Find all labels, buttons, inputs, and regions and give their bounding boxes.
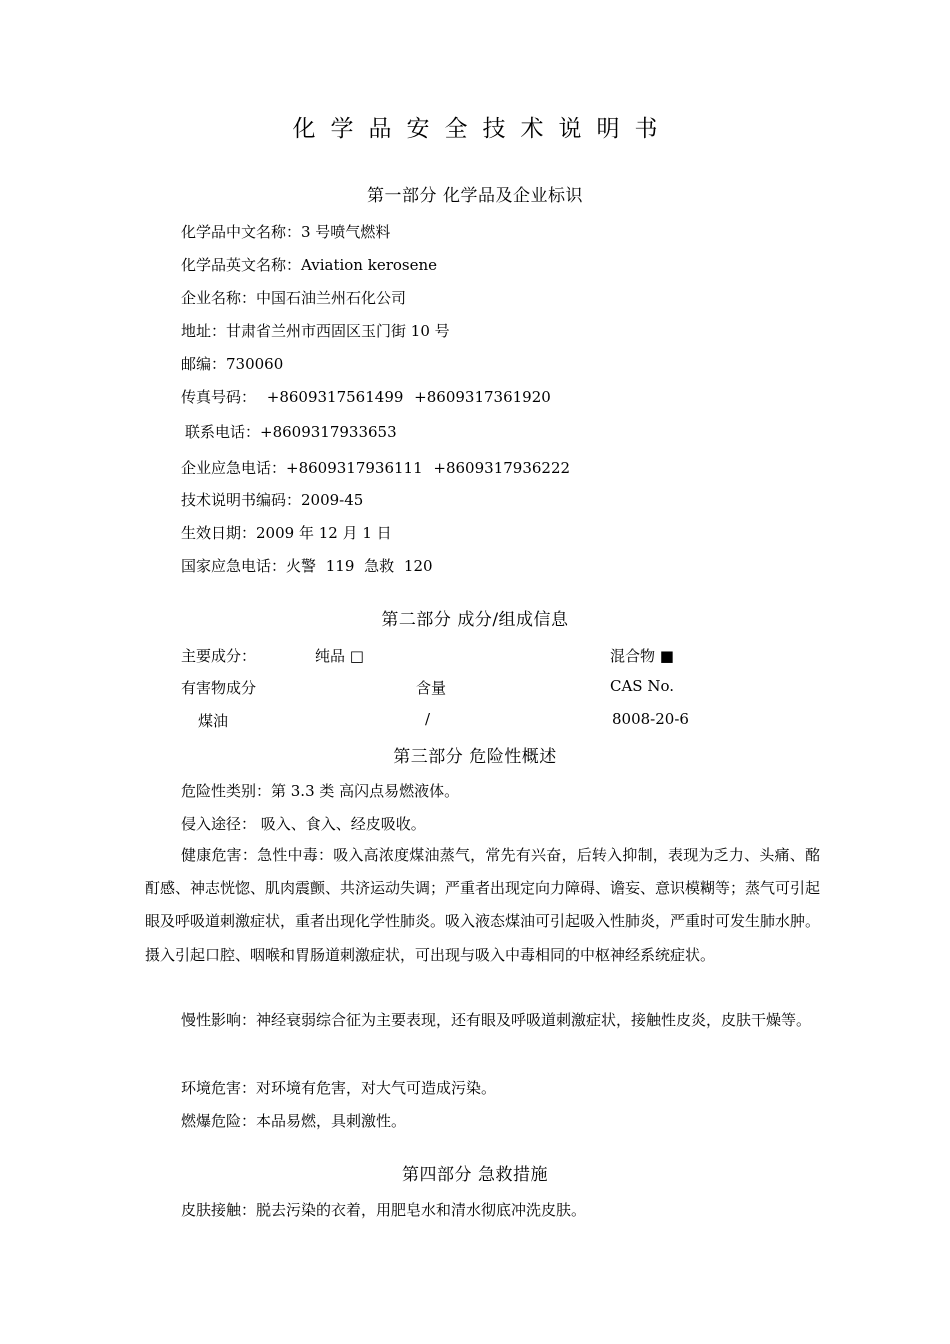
exposure-route: 侵入途径： 吸入、食入、经皮吸收。 xyxy=(181,815,426,833)
chemical-en-name: 化学品英文名称：Aviation kerosene xyxy=(181,256,438,274)
table-cell-component: 煤油 xyxy=(198,712,229,730)
table-header-cas: CAS No. xyxy=(610,677,675,695)
table-cell-content: / xyxy=(425,710,431,728)
health-hazard: 健康危害：急性中毒：吸入高浓度煤油蒸气，常先有兴奋，后转入抑制，表现为乏力、头痛、酩酊感、神志恍惚、肌肉震颤、共济运动失调；严重者出现定向力障碍、谵妄、意识模糊等；蒸气可引起眼及呼吸道刺激症状，重者出现化学性肺炎。吸入液态煤油可引起吸入性肺炎，严重时可发生肺水肿。摄入引起口腔、咽喉和胃肠道刺激症状，可出现与吸入中毒相同的中枢神经系统症状。 xyxy=(145,846,821,964)
part2-heading: 第二部分 成分/组成信息 xyxy=(381,610,569,630)
environmental-hazard: 环境危害：对环境有危害，对大气可造成污染。 xyxy=(181,1079,497,1097)
main-component-label: 主要成分： xyxy=(181,647,257,665)
table-header-component: 有害物成分 xyxy=(181,679,257,697)
chronic-effects: 慢性影响：神经衰弱综合征为主要表现，还有眼及呼吸道刺激症状，接触性皮炎，皮肤干燥等。 xyxy=(181,1011,812,1029)
effective-date: 生效日期：2009 年 12 月 1 日 xyxy=(181,524,392,542)
skin-contact: 皮肤接触：脱去污染的衣着，用肥皂水和清水彻底冲洗皮肤。 xyxy=(181,1201,587,1219)
table-cell-cas: 8008-20-6 xyxy=(612,710,689,728)
document-title: 化学品安全技术说明书 xyxy=(292,116,673,142)
part3-heading: 第三部分 危险性概述 xyxy=(393,747,557,767)
mixture-checkbox: 混合物 ■ xyxy=(610,647,674,665)
company-name: 企业名称：中国石油兰州石化公司 xyxy=(181,289,407,307)
table-header-content: 含量 xyxy=(416,679,447,697)
part4-heading: 第四部分 急救措施 xyxy=(402,1165,548,1185)
hazard-class: 危险性类别：第 3.3 类 高闪点易燃液体。 xyxy=(181,782,460,800)
sds-code: 技术说明书编码：2009-45 xyxy=(181,491,364,509)
fax-number: 传真号码： +8609317561499 +8609317361920 xyxy=(181,388,551,406)
chemical-cn-name: 化学品中文名称：3 号喷气燃料 xyxy=(181,223,391,241)
national-emergency-phone: 国家应急电话：火警 119 急救 120 xyxy=(181,557,433,575)
part1-heading: 第一部分 化学品及企业标识 xyxy=(367,186,583,206)
contact-phone: 联系电话：+8609317933653 xyxy=(185,423,397,441)
explosion-hazard: 燃爆危险：本品易燃，具刺激性。 xyxy=(181,1112,407,1130)
company-address: 地址：甘肃省兰州市西固区玉门街 10 号 xyxy=(181,322,450,340)
emergency-phone: 企业应急电话：+8609317936111 +8609317936222 xyxy=(181,459,571,477)
postcode: 邮编：730060 xyxy=(181,355,284,373)
pure-checkbox: 纯品 □ xyxy=(315,647,364,665)
